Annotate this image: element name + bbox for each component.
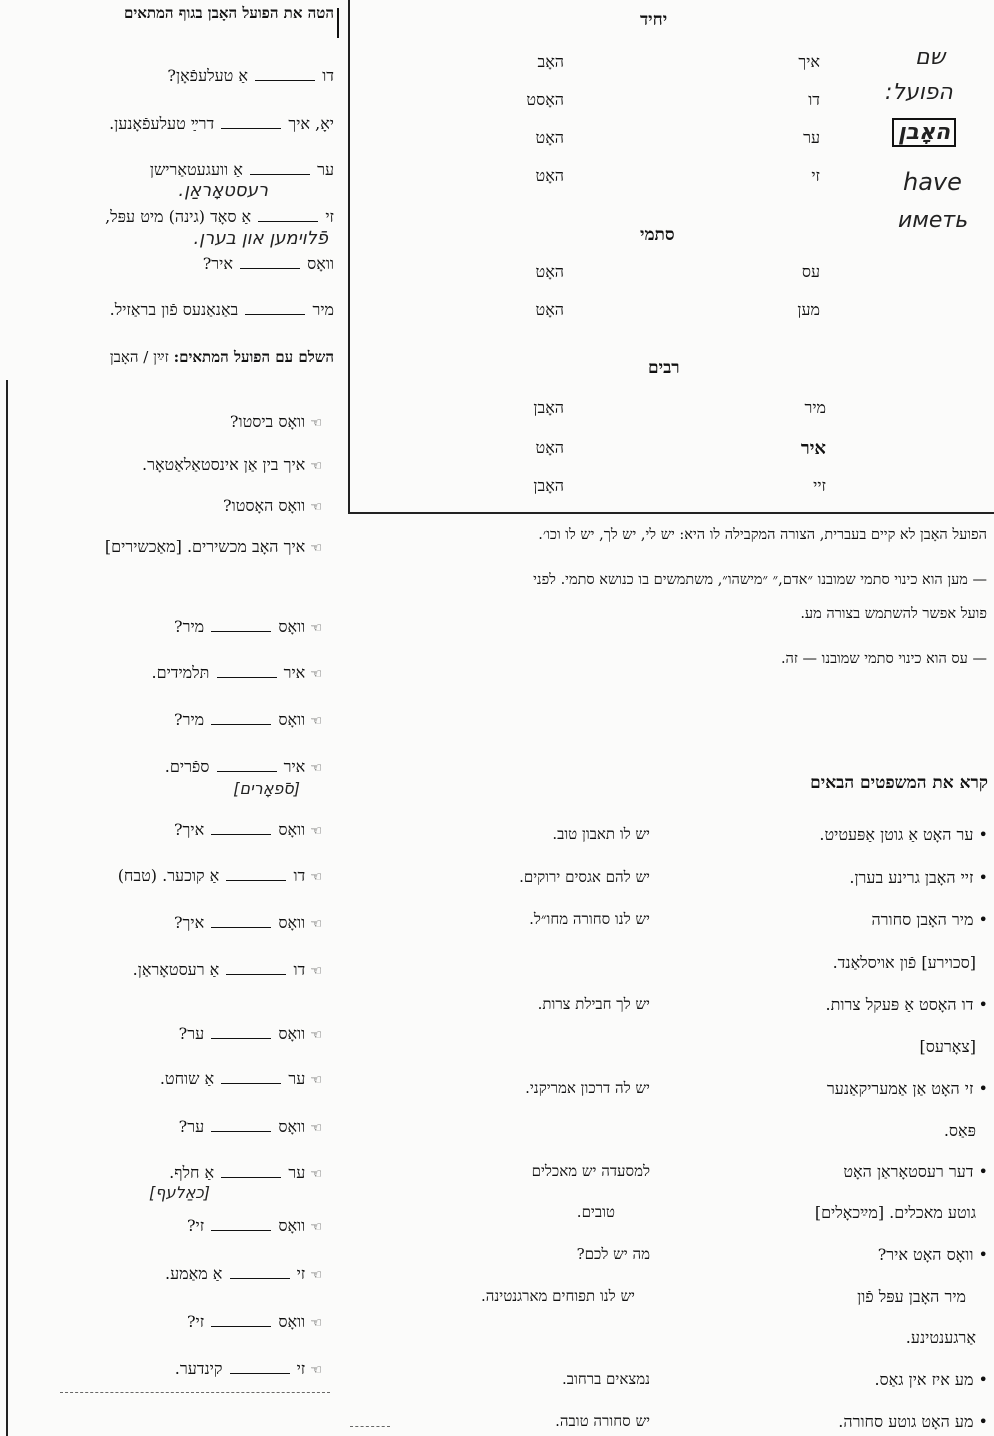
answer-blank[interactable] [211,617,271,632]
exercise-row [4,207,334,227]
row-end: אַ חלף. [169,1163,215,1182]
row-end: זי? [186,1312,205,1331]
row-end: מיר? [174,710,205,729]
handwritten-note: הפועל: [885,80,953,105]
row-end: ער? [178,1117,205,1136]
row-end: אַ רעסטאָראַן. [132,960,220,979]
answer-blank[interactable] [211,1216,271,1231]
pointing-hand-icon: ☜ [310,1121,322,1136]
exercise-row [4,757,326,777]
pronoun: מען [797,300,820,319]
reading-hebrew: יש לנו תפוחים מארגנטינה. [481,1287,635,1305]
pronoun: מיר [804,398,826,417]
row-end: אַ קוכער. (טבח) [117,866,220,885]
reading-yiddish: פּאַס. [943,1121,976,1140]
row-start: ער [288,1069,306,1088]
reading-hebrew: יש להם אגסים ירוקים. [519,868,650,886]
row-start: וואָס [278,913,306,932]
exercise-row [4,412,326,432]
reading-hebrew: יש לנו סחורה מחו״ל. [529,910,650,928]
answer-blank[interactable] [211,1312,271,1327]
pointing-hand-icon: ☜ [310,1167,322,1182]
plural-heading: רבים [648,358,680,378]
row-end: באַנאַנעס פֿון בראַזיל. [109,300,239,319]
row-end: דרײַ טעלעפֿאָנען. [109,114,215,133]
pointing-hand-icon: ☜ [310,416,322,431]
pronoun: עס [801,262,820,281]
pointing-hand-icon: ☜ [310,459,322,474]
exercise-row [4,254,334,274]
exercise-row [4,496,326,516]
row-start: ער [288,1163,306,1182]
pointing-hand-icon: ☜ [310,714,322,729]
row-end: אַ סאָד (גינה) מיט עפּל, [105,207,252,226]
exercise-row [4,1312,326,1332]
row-text: וואָס האָסטו? [223,496,306,515]
reading-hebrew: טובים. [576,1203,615,1221]
pronoun: איך [798,52,820,71]
exercise2-header [4,348,334,367]
verb-form: האָט [535,128,564,147]
row-start: איר [283,663,306,682]
divider [60,1392,330,1393]
row-text: איך בין אַן אינסטאַלאַטאָר. [142,455,306,474]
explanation-line: הפועל האָבן לא קיים בעברית, הצורה המקבילה לו היא: יש לי, יש לך, יש לו וכו׳. [538,527,987,543]
exercise-continuation: [סֿפאָרים] [233,779,300,798]
reading-hebrew: נמצאים ברחוב. [561,1370,650,1388]
exercise-row [4,455,326,475]
verb-form: האָט [535,262,564,281]
pronoun: ער [803,128,820,147]
exercise-row [4,866,326,886]
answer-blank[interactable] [211,1117,271,1132]
answer-blank[interactable] [217,757,277,772]
explanation-line: פועל אפשר להשתמש בצורה מע. [800,606,987,622]
row-start: יאָ, איך [288,114,334,133]
answer-blank[interactable] [230,1264,290,1279]
reading-yiddish: • דער רעסטאָראַן האָט [680,1162,988,1182]
reading-hebrew: למסעדה יש מאכלים [531,1162,650,1180]
pronoun: זי [811,166,820,185]
exercise-row [4,1069,326,1089]
pointing-hand-icon: ☜ [310,667,322,682]
reading-yiddish: • מע איז אין גאַס. [680,1370,988,1390]
reading-hebrew: יש סחורה טובה. [555,1412,650,1430]
reading-yiddish: גוטע מאכלים. [מײַכאָלים] [814,1203,976,1222]
reading-hebrew: מה יש לכם? [576,1245,650,1263]
pointing-hand-icon: ☜ [310,1220,322,1235]
answer-blank[interactable] [211,1024,271,1039]
exercise-continuation: [כאַלעף] [149,1183,210,1202]
exercise-continuation: פֿלוימען און בערן. [193,228,328,249]
pronoun: דו [808,90,820,109]
explanation-line: — מען הוא כינוי סתמי שמובנו ״אדם,״ ״מישהו״, משתמשים בו כנושא סתמי. לפני [533,572,987,588]
row-end: איך? [173,913,205,932]
exercise-row [4,1117,326,1137]
pointing-hand-icon: ☜ [310,824,322,839]
row-text: איך האָב מכשירים. [מאַכשירים] [104,537,306,556]
handwritten-boxed-word: האָבן [892,118,956,147]
exercise-row [4,1216,326,1236]
answer-blank[interactable] [221,1163,281,1178]
exercise-row [4,663,326,683]
exercise-row [4,960,326,980]
reading-yiddish: אַרגענטינע. [905,1328,976,1347]
reading-yiddish: • זיי האָבן גרינע בערן. [680,868,988,888]
answer-blank[interactable] [211,913,271,928]
pointing-hand-icon: ☜ [310,964,322,979]
exercise2-options: זײַן / האָבן [109,348,169,366]
row-start: דו [293,866,306,885]
reading-yiddish: • מע האָט גוטע סחורה. [680,1412,988,1432]
row-start: וואָס [278,1312,306,1331]
reading-hebrew: יש לך חבילת צרות. [537,995,650,1013]
row-end: זי? [186,1216,205,1235]
exercise-continuation: רעסטאָראַן. [178,180,268,201]
pointing-hand-icon: ☜ [310,1316,322,1331]
verb-form: האָט [535,166,564,185]
pronoun: איר [800,438,826,459]
row-start: וואָס [278,710,306,729]
exercise2-title: השלם עם הפועל המתאים: [173,348,334,366]
row-end: ספֿרים. [164,757,210,776]
row-end: ער? [178,1024,205,1043]
exercise-row [4,1024,326,1044]
exercise-row [4,66,334,86]
exercise-row [4,617,326,637]
answer-blank[interactable] [226,960,286,975]
row-start: ער [317,160,334,179]
handwritten-english: have [903,168,962,196]
singular-heading: יחיד [640,10,668,30]
verb-form: האָט [535,438,564,457]
row-start: איר [283,757,306,776]
pointing-hand-icon: ☜ [310,1268,322,1283]
reading-heading: קרא את המשפטים הבאים [810,773,988,793]
reading-yiddish: • וואָס האָט איר? [680,1245,988,1265]
answer-blank[interactable] [211,820,271,835]
row-start: וואָס [278,1216,306,1235]
exercise-row [4,1264,326,1284]
row-text: וואָס ביסטו? [229,412,306,431]
row-end: אַ מאַמע. [165,1264,223,1283]
reading-yiddish: • דו האָסט אַ פּעקל צרות. [680,995,988,1015]
answer-blank[interactable] [217,663,277,678]
answer-blank[interactable] [211,710,271,725]
row-end: קינדער. [174,1359,223,1378]
row-start: וואָס [307,254,334,273]
pointing-hand-icon: ☜ [310,500,322,515]
conjugation-box [348,0,994,514]
pronoun: זיי [813,476,826,495]
reading-yiddish: • זי האָט אַן אַמעריקאַנער [680,1079,988,1099]
divider [350,1426,390,1427]
impersonal-heading: סתמי [640,225,675,245]
reading-yiddish: • ער האָט אַ גוטן אַפּעטיט. [680,825,988,845]
exercise-row [4,300,334,320]
answer-blank[interactable] [221,114,281,129]
handwritten-note: שם [915,45,946,70]
row-end: אַ טעלעפֿאָן? [167,66,249,85]
reading-yiddish: [סכוירע] פֿון אויסלאַנד. [832,953,976,972]
answer-blank[interactable] [221,1069,281,1084]
handwritten-russian: иметь [898,208,969,233]
row-end: תּלמידים. [151,663,210,682]
row-end: מיר? [174,617,205,636]
pointing-hand-icon: ☜ [310,621,322,636]
answer-blank[interactable] [245,300,305,315]
pointing-hand-icon: ☜ [310,1073,322,1088]
reading-hebrew: יש לה דרכון אמריקני. [525,1079,650,1097]
row-start: זי [325,207,334,226]
verb-form: האָב [537,52,564,71]
reading-hebrew: יש לו תאבון טוב. [552,825,650,843]
pointing-hand-icon: ☜ [310,761,322,776]
verb-form: האָבן [533,476,564,495]
exercise-row [4,913,326,933]
answer-blank[interactable] [258,207,318,222]
verb-form: האָסט [526,90,564,109]
row-start: זי [296,1359,306,1378]
row-start: וואָס [278,617,306,636]
row-start: וואָס [278,1024,306,1043]
pointing-hand-icon: ☜ [310,870,322,885]
pointing-hand-icon: ☜ [310,917,322,932]
answer-blank[interactable] [240,254,300,269]
exercise-row [4,160,334,180]
row-start: זי [296,1264,306,1283]
pointing-hand-icon: ☜ [310,541,322,556]
pointing-hand-icon: ☜ [310,1028,322,1043]
verb-form: האָט [535,300,564,319]
row-start: וואָס [278,820,306,839]
explanation-line: — עס הוא כינוי סתמי שמובנו — זה. [780,651,987,667]
reading-yiddish: [צאָרעס] [919,1037,976,1056]
exercise-row [4,710,326,730]
answer-blank[interactable] [226,866,286,881]
pointing-hand-icon: ☜ [310,1363,322,1378]
row-end: אַ וועגעטאַרישן [149,160,243,179]
answer-blank[interactable] [230,1359,290,1374]
reading-yiddish: • מיר האָבן סחורה [680,910,988,930]
reading-yiddish: מיר האָבן עפּל פֿון [857,1287,966,1306]
exercise-row [4,1359,326,1379]
exercise-row [4,820,326,840]
row-start: מיר [312,300,334,319]
exercise1-title: הטה את הפועל האָבן בגוף המתאים [123,4,334,22]
verb-form: האָבן [533,398,564,417]
exercise-row [4,114,334,134]
row-end: איר? [202,254,233,273]
row-end: איך? [173,820,205,839]
row-start: דו [322,66,334,85]
answer-blank[interactable] [250,160,310,175]
divider [337,8,339,38]
row-end: אַ שוחט. [159,1069,215,1088]
answer-blank[interactable] [255,66,315,81]
row-start: דו [293,960,306,979]
exercise-row [4,537,326,557]
exercise-row [4,1163,326,1183]
row-start: וואָס [278,1117,306,1136]
